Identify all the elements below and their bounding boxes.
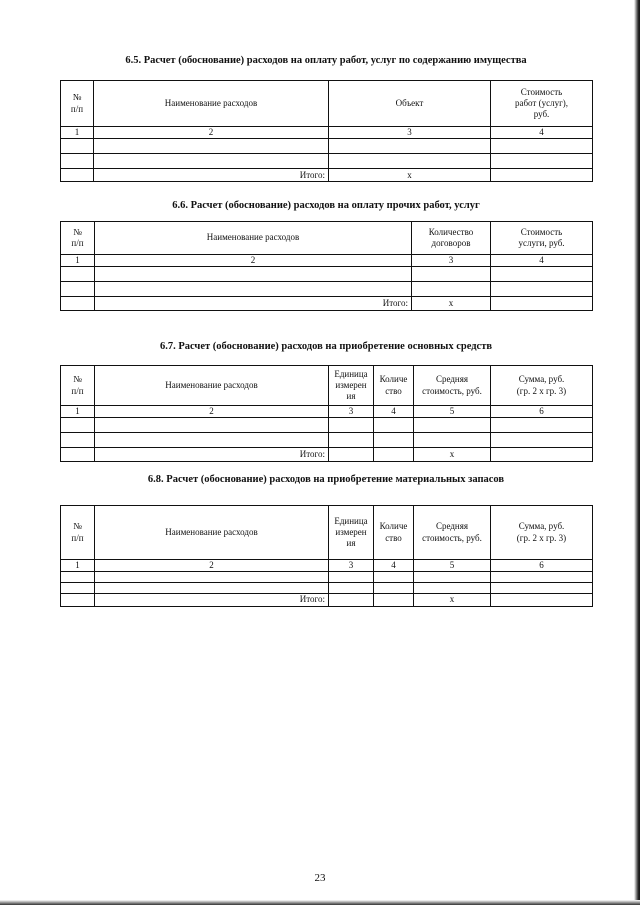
empty-cell	[414, 433, 491, 448]
empty-cell	[374, 594, 414, 606]
table-row	[61, 572, 593, 583]
table-6-5	[60, 80, 593, 182]
empty-cell	[61, 448, 95, 462]
empty-cell	[374, 583, 414, 594]
header-sum: Сумма, руб. (гр. 2 х гр. 3)	[491, 366, 593, 406]
empty-cell	[414, 572, 491, 583]
total-x: x	[412, 297, 491, 311]
empty-cell	[412, 267, 491, 282]
header-quantity: Количе ство	[374, 506, 414, 560]
header-average-cost: Средняя стоимость, руб.	[414, 366, 491, 406]
column-number: 2	[95, 560, 329, 572]
column-number: 2	[95, 406, 329, 418]
column-number: 1	[61, 560, 95, 572]
total-label: Итого:	[95, 594, 329, 606]
header-expense-name: Наименование расходов	[95, 222, 412, 255]
header-expense-name: Наименование расходов	[95, 506, 329, 560]
empty-cell	[491, 267, 593, 282]
table-header-row	[61, 81, 593, 127]
header-contracts-count: Количество договоров	[412, 222, 491, 255]
column-number: 3	[329, 127, 491, 139]
column-number-row	[61, 127, 593, 139]
empty-cell	[374, 433, 414, 448]
header-quantity: Количе ство	[374, 366, 414, 406]
empty-cell	[329, 594, 374, 606]
empty-cell	[61, 267, 95, 282]
empty-cell	[61, 433, 95, 448]
empty-cell	[491, 594, 593, 606]
empty-cell	[491, 154, 593, 169]
column-number: 2	[94, 127, 329, 139]
header-number: № п/п	[61, 366, 95, 406]
empty-cell	[61, 594, 95, 606]
total-label: Итого:	[95, 297, 412, 311]
empty-cell	[329, 154, 491, 169]
column-number-row	[61, 255, 593, 267]
section-title-6-6: 6.6. Расчет (обоснование) расходов на оплату прочих работ, услуг	[172, 200, 480, 211]
empty-cell	[61, 154, 94, 169]
total-x: x	[414, 594, 491, 606]
page-edge	[0, 900, 640, 905]
total-row	[61, 448, 593, 462]
column-number: 6	[491, 406, 593, 418]
table-row	[61, 433, 593, 448]
total-label: Итого:	[95, 448, 329, 462]
empty-cell	[329, 418, 374, 433]
header-service-cost: Стоимость услуги, руб.	[491, 222, 593, 255]
empty-cell	[61, 297, 95, 311]
column-number: 5	[414, 560, 491, 572]
total-x: x	[414, 448, 491, 462]
header-sum: Сумма, руб. (гр. 2 х гр. 3)	[491, 506, 593, 560]
empty-cell	[95, 433, 329, 448]
table-6-8	[60, 505, 593, 607]
header-unit: Единица измерен ия	[329, 506, 374, 560]
column-number: 2	[95, 255, 412, 267]
table-row	[61, 154, 593, 169]
empty-cell	[95, 572, 329, 583]
column-number: 5	[414, 406, 491, 418]
header-object: Объект	[329, 81, 491, 127]
empty-cell	[374, 448, 414, 462]
empty-cell	[491, 583, 593, 594]
total-x: x	[329, 169, 491, 182]
empty-cell	[491, 433, 593, 448]
column-number: 4	[491, 127, 593, 139]
empty-cell	[491, 139, 593, 154]
table-header-row	[61, 506, 593, 560]
table-header-row	[61, 222, 593, 255]
total-row	[61, 297, 593, 311]
table-row	[61, 267, 593, 282]
empty-cell	[94, 154, 329, 169]
column-number: 6	[491, 560, 593, 572]
column-number: 1	[61, 127, 94, 139]
page-edge	[634, 0, 640, 905]
section-title-6-8: 6.8. Расчет (обоснование) расходов на приобретение материальных запасов	[147, 474, 505, 485]
header-number: № п/п	[61, 506, 95, 560]
empty-cell	[329, 572, 374, 583]
empty-cell	[491, 418, 593, 433]
header-unit: Единица измерен ия	[329, 366, 374, 406]
empty-cell	[491, 572, 593, 583]
section-title-6-7: 6.7. Расчет (обоснование) расходов на приобретение основных средств	[159, 341, 493, 352]
total-label: Итого:	[94, 169, 329, 182]
empty-cell	[329, 433, 374, 448]
page-number: 23	[314, 872, 326, 884]
empty-cell	[329, 139, 491, 154]
column-number: 1	[61, 255, 95, 267]
table-header-row	[61, 366, 593, 406]
total-row	[61, 169, 593, 182]
empty-cell	[61, 282, 95, 297]
empty-cell	[329, 448, 374, 462]
header-expense-name: Наименование расходов	[94, 81, 329, 127]
empty-cell	[414, 418, 491, 433]
column-number: 4	[374, 406, 414, 418]
table-6-7	[60, 365, 593, 462]
column-number: 3	[329, 406, 374, 418]
column-number: 1	[61, 406, 95, 418]
empty-cell	[491, 297, 593, 311]
empty-cell	[94, 139, 329, 154]
empty-cell	[491, 448, 593, 462]
column-number: 4	[374, 560, 414, 572]
table-6-6	[60, 221, 593, 311]
header-number: № п/п	[61, 81, 94, 127]
empty-cell	[491, 282, 593, 297]
column-number: 3	[412, 255, 491, 267]
empty-cell	[329, 583, 374, 594]
column-number-row	[61, 406, 593, 418]
header-expense-name: Наименование расходов	[95, 366, 329, 406]
empty-cell	[374, 418, 414, 433]
empty-cell	[374, 572, 414, 583]
empty-cell	[61, 583, 95, 594]
empty-cell	[61, 139, 94, 154]
total-row	[61, 594, 593, 606]
empty-cell	[95, 282, 412, 297]
header-average-cost: Средняя стоимость, руб.	[414, 506, 491, 560]
table-row	[61, 282, 593, 297]
empty-cell	[414, 583, 491, 594]
empty-cell	[95, 583, 329, 594]
empty-cell	[491, 169, 593, 182]
table-row	[61, 418, 593, 433]
empty-cell	[61, 169, 94, 182]
empty-cell	[61, 572, 95, 583]
header-cost: Стоимость работ (услуг), руб.	[491, 81, 593, 127]
section-title-6-5: 6.5. Расчет (обоснование) расходов на оплату работ, услуг по содержанию имущества	[125, 55, 527, 66]
empty-cell	[61, 418, 95, 433]
column-number: 3	[329, 560, 374, 572]
empty-cell	[95, 267, 412, 282]
table-row	[61, 583, 593, 594]
table-row	[61, 139, 593, 154]
column-number-row	[61, 560, 593, 572]
header-number: № п/п	[61, 222, 95, 255]
empty-cell	[95, 418, 329, 433]
empty-cell	[412, 282, 491, 297]
column-number: 4	[491, 255, 593, 267]
